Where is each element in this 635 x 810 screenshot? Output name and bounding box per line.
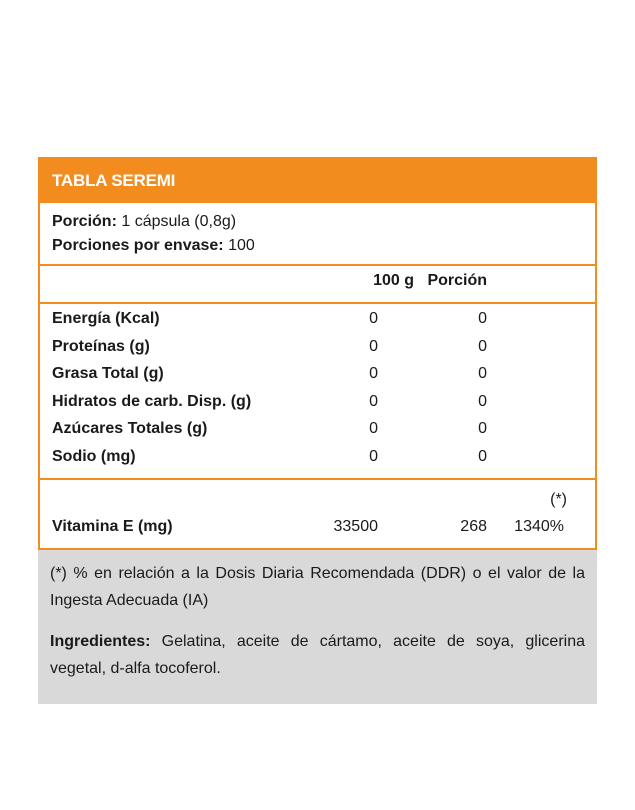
nutrient-per100: 0	[369, 365, 378, 382]
nutrient-label: Hidratos de carb. Disp. (g)	[52, 392, 252, 410]
nutrient-portion: 0	[478, 365, 487, 382]
column-headers	[40, 266, 595, 304]
nutrient-label: Sodio (mg)	[52, 447, 136, 465]
serving-info	[40, 203, 595, 266]
servings-per-pack	[52, 234, 583, 258]
nutrient-label: Azúcares Totales (g)	[52, 420, 208, 437]
table-row	[40, 362, 595, 390]
table-row	[40, 390, 595, 418]
nutrition-table	[38, 157, 597, 550]
nutrient-portion: 0	[478, 447, 487, 465]
nutrient-label: Proteínas (g)	[52, 337, 150, 355]
nutrient-portion: 0	[478, 337, 487, 355]
ingredients-text: Gelatina, aceite de cártamo, aceite de soya, glicerina vegetal, d-alfa tocoferol.	[50, 633, 585, 677]
table-row	[40, 417, 595, 445]
vitamin-row	[40, 480, 595, 550]
servings-per-pack-label: Porciones por envase:	[52, 237, 224, 254]
serving-size-value: 1 cápsula (0,8g)	[121, 213, 237, 230]
table-row	[40, 445, 595, 473]
nutrient-portion: 0	[478, 310, 487, 327]
notes-box	[38, 550, 597, 704]
table-title: TABLA SEREMI	[40, 159, 595, 203]
serving-size-label: Porción:	[52, 213, 117, 230]
nutrient-per100: 0	[369, 337, 378, 355]
ingredients	[50, 628, 585, 682]
column-header-100g: 100 g	[373, 272, 414, 289]
vitamin-percent: 1340%	[514, 518, 564, 535]
nutrition-panel	[38, 157, 597, 704]
nutrient-per100: 0	[369, 310, 378, 327]
servings-per-pack-value: 100	[228, 237, 255, 254]
nutrient-per100: 0	[369, 392, 378, 410]
vitamin-asterisk: (*)	[550, 491, 567, 508]
footnote: (*) % en relación a la Dosis Diaria Recomendada (DDR) o el valor de la Ingesta Adecuada (IA)	[50, 565, 585, 609]
nutrient-portion: 0	[478, 392, 487, 410]
vitamin-per100: 33500	[333, 518, 378, 535]
serving-size	[52, 210, 583, 234]
nutrient-per100: 0	[369, 420, 378, 437]
column-header-portion: Porción	[427, 272, 487, 289]
vitamin-portion: 268	[460, 518, 487, 535]
ingredients-label: Ingredientes:	[50, 633, 151, 650]
nutrient-per100: 0	[369, 447, 378, 465]
nutrient-rows	[40, 304, 595, 480]
table-row	[40, 307, 595, 335]
table-row	[40, 335, 595, 363]
nutrient-label: Energía (Kcal)	[52, 310, 160, 327]
nutrient-portion: 0	[478, 420, 487, 437]
nutrient-label: Grasa Total (g)	[52, 365, 164, 382]
vitamin-label: Vitamina E (mg)	[52, 518, 173, 535]
